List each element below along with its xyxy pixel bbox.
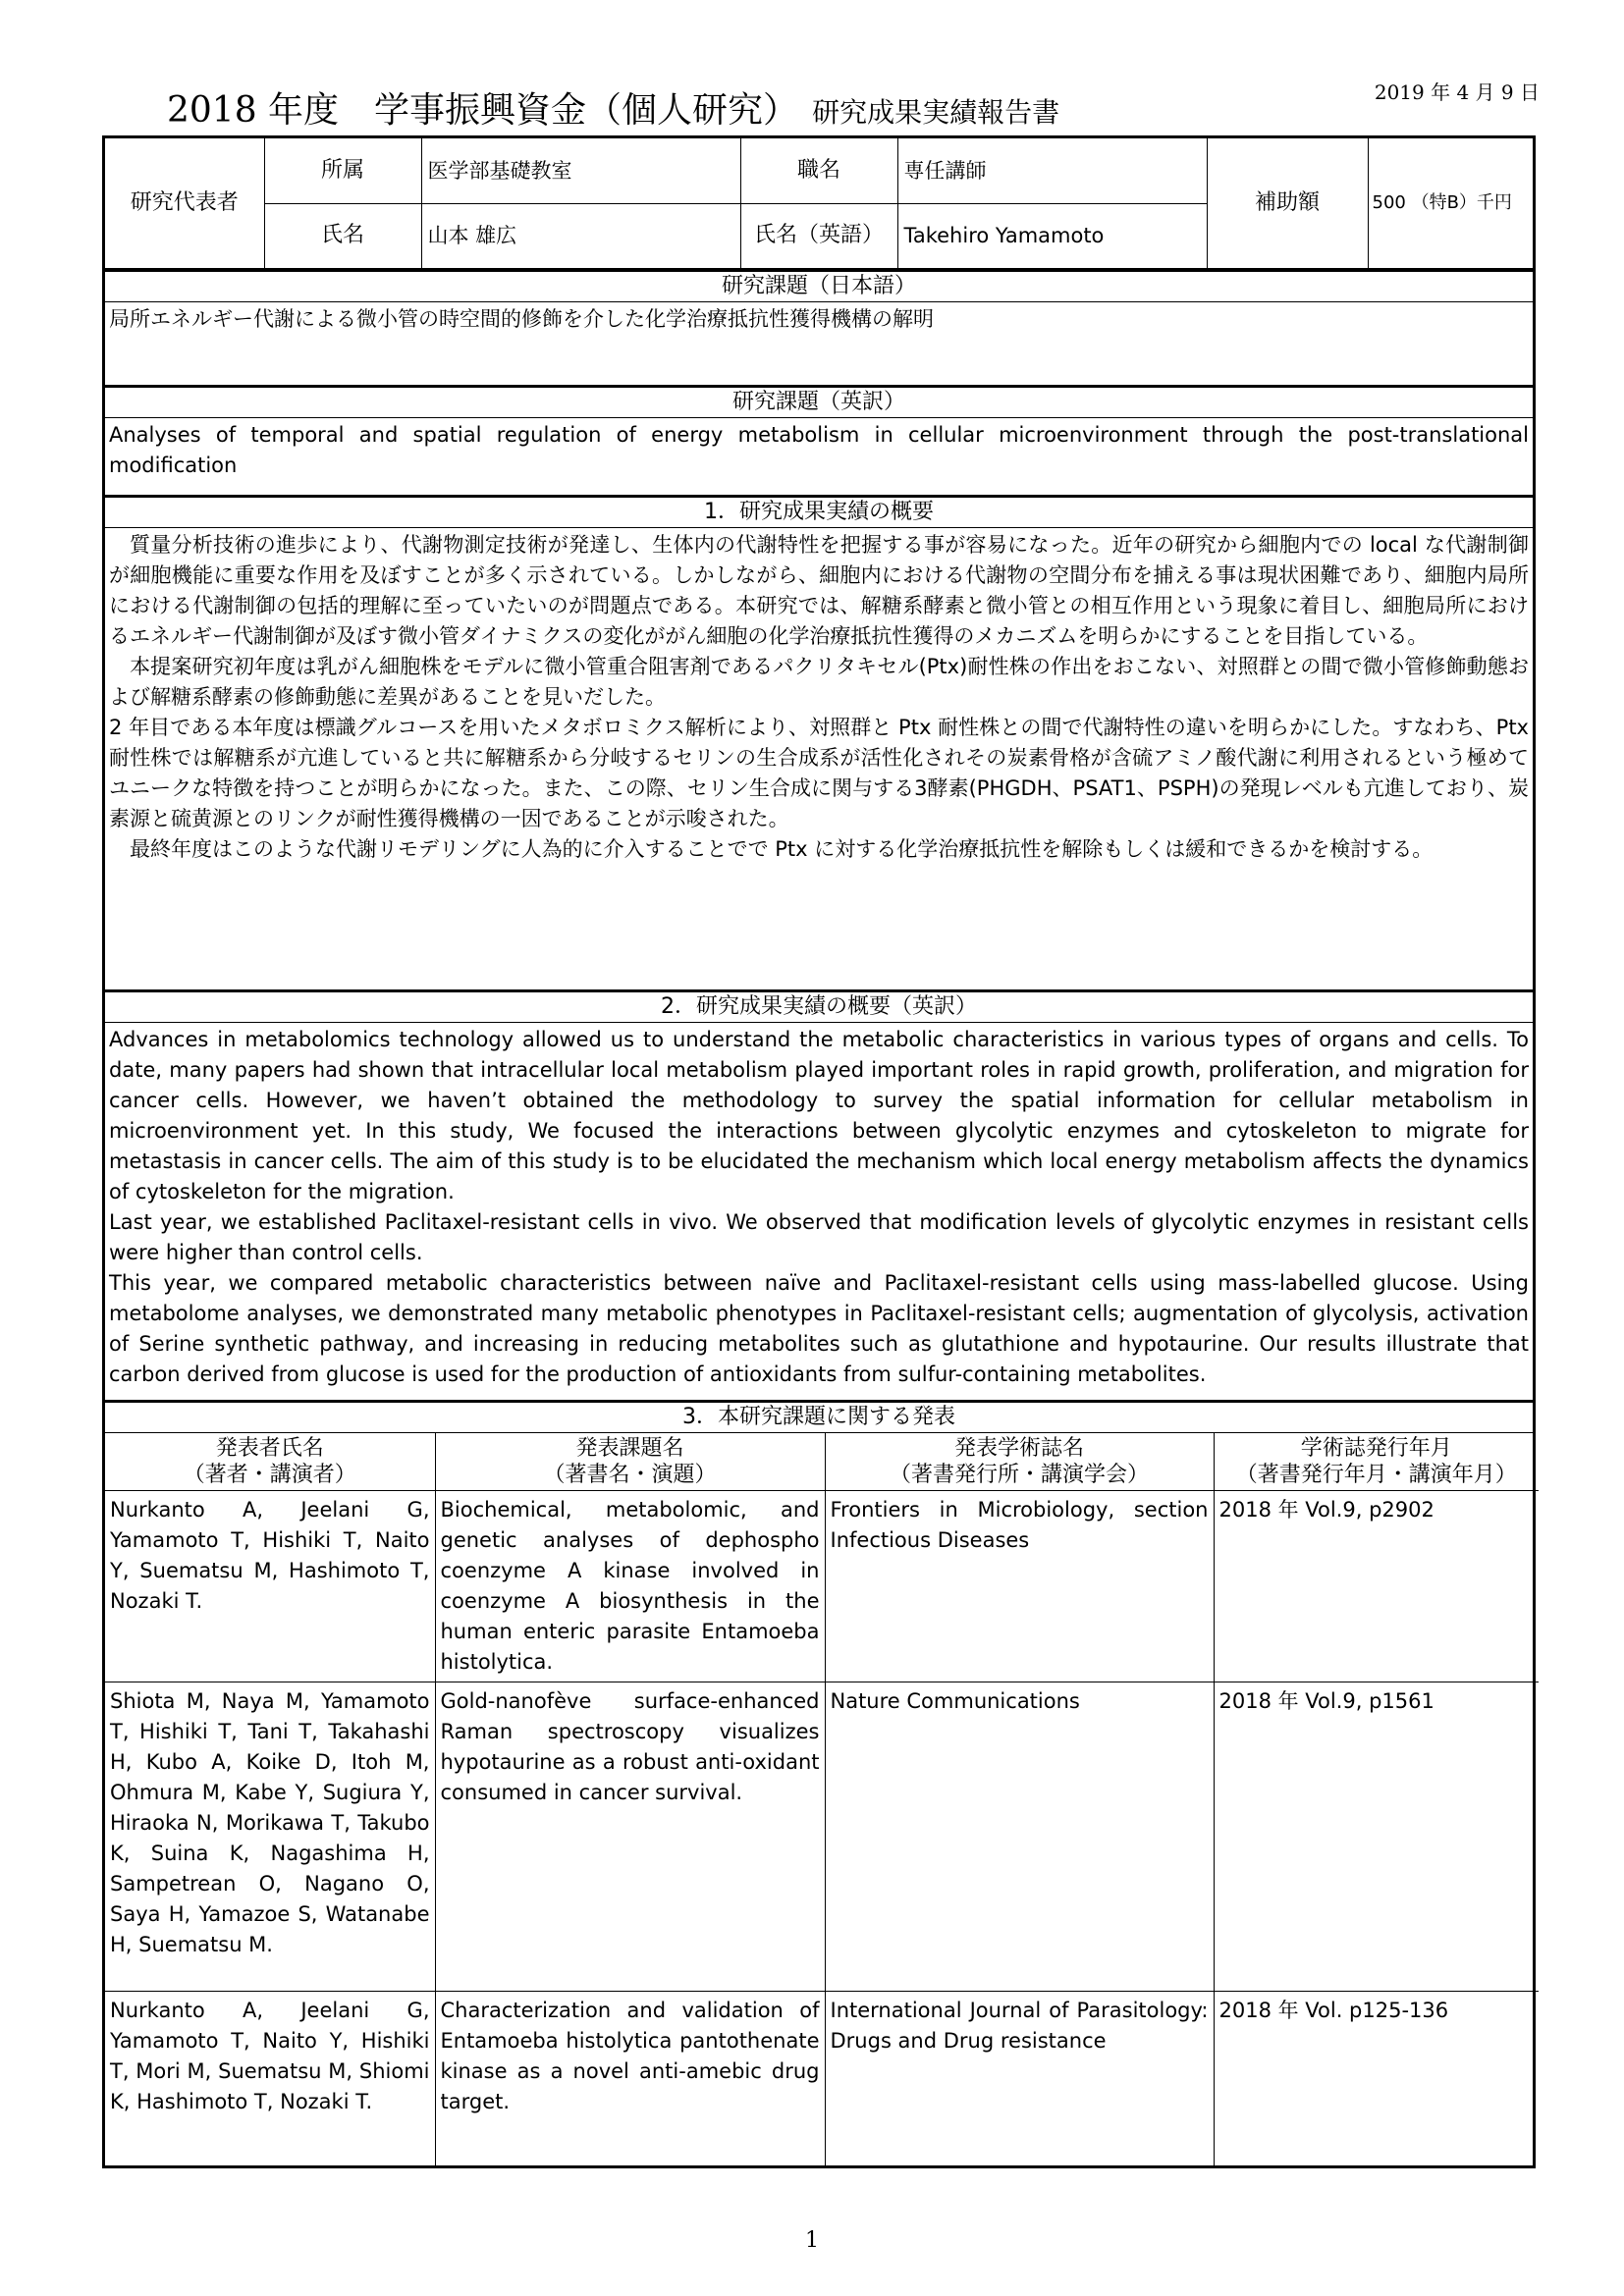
pub-date: 2018 年 Vol.9, p1561 <box>1214 1682 1539 1991</box>
pub-authors: Shiota M, Naya M, Yamamoto T, Hishiki T, Tani T, Takahashi H, Kubo A, Koike D, Itoh M, Ohmura M, Kabe Y, Sugiura Y, Hiraoka N, Morikawa T, Takubo K, Suina K, Nagashima H, Sampetrean O, Nagano O, Saya H, Yamazoe S, Watanabe H, Suematsu M. <box>105 1682 435 1991</box>
pub-authors: Nurkanto A, Jeelani G, Yamamoto T, Naito Y, Hishiki T, Mori M, Suematsu M, Shiomi K, Hashimoto T, Nozaki T. <box>105 1991 435 2165</box>
name-en-label: 氏名（英語） <box>740 203 897 268</box>
col-date-header-line2: （著書発行年月・講演年月） <box>1235 1462 1517 1487</box>
table-row <box>105 1682 1539 1991</box>
table-row <box>105 1490 1539 1682</box>
publications-table <box>105 1433 1539 2166</box>
col-date-header <box>1214 1433 1539 1491</box>
col-title-header <box>435 1433 825 1491</box>
affiliation-value: 医学部基礎教室 <box>421 138 740 203</box>
report-form <box>102 135 1536 2168</box>
col-journal-header <box>825 1433 1214 1491</box>
title-main: 2018 年度 学事振興資金（個人研究） <box>167 90 799 131</box>
report-date: 2019 年 4 月 9 日 <box>1374 80 1540 104</box>
topic-en-section <box>105 385 1533 495</box>
representative-label: 研究代表者 <box>105 138 264 268</box>
col-authors-header-line2: （著者・講演者） <box>183 1462 356 1487</box>
pub-journal: Nature Communications <box>825 1682 1214 1991</box>
summary-jp-body <box>105 528 1533 989</box>
col-journal-header-line1: 発表学術誌名 <box>953 1435 1084 1461</box>
topic-jp-section <box>105 269 1533 385</box>
col-authors-header <box>105 1433 435 1491</box>
summary-jp-paragraph-3: 2 年目である本年度は標識グルコースを用いたメタボロミクス解析により、対照群と Ptx 耐性株との間で代謝特性の違いを明らかにした。すなわち、Ptx 耐性株では解糖系が亢進していると共に解糖系から分岐するセリンの生合成系が活性化されその炭素骨格が含硫アミノ酸代謝に利用されるという極めてユニークな特徴を持つことが明らかになった。また、この際、セリン生合成に関与する3酵素(PHGDH、PSAT1、PSPH)の発現レベルも亢進しており、炭素源と硫黄源とのリンクが耐性獲得機構の一因であることが示唆された。 <box>109 715 1529 830</box>
summary-en-paragraph-3: This year, we compared metabolic characteristics between naïve and Paclitaxel-resistant cells using mass-labelled glucose. Using metabolome analyses, we demonstrated many metabolic phenotypes in Paclitaxel-resistant cells; augmentation of glycolysis, activation of Serine synthetic pathway, and increasing in reducing metabolites such as glutathione and hypotaurine. Our results illustrate that carbon derived from glucose is used for the production of antioxidants from sulfur-containing metabolites. <box>109 1270 1529 1386</box>
col-journal-header-line2: （著書発行所・講演学会） <box>889 1462 1149 1487</box>
name-label: 氏名 <box>264 203 421 268</box>
researcher-info-table <box>105 138 1533 269</box>
pub-journal: Frontiers in Microbiology, section Infectious Diseases <box>825 1490 1214 1682</box>
grant-value: 500 （特B）千円 <box>1368 138 1533 268</box>
publications-heading: 3．本研究課題に関する発表 <box>105 1403 1533 1433</box>
page-number: 1 <box>805 2228 819 2253</box>
summary-jp-paragraph-2: 本提案研究初年度は乳がん細胞株をモデルに微小管重合阻害剤であるパクリタキセル(Ptx)耐性株の作出をおこない、対照群との間で微小管修飾動態および解糖系酵素の修飾動態に差異があることを見いだした。 <box>109 654 1529 709</box>
summary-jp-section <box>105 495 1533 989</box>
position-value: 専任講師 <box>897 138 1207 203</box>
pub-title: Biochemical, metabolomic, and genetic analyses of dephospho coenzyme A kinase involved in coenzyme A biosynthesis in the human enteric parasite Entamoeba histolytica. <box>435 1490 825 1682</box>
page-title <box>167 82 1059 133</box>
summary-jp-heading: 1．研究成果実績の概要 <box>105 498 1533 528</box>
summary-en-heading: 2．研究成果実績の概要（英訳） <box>105 992 1533 1023</box>
topic-en-heading: 研究課題（英訳） <box>105 388 1533 418</box>
summary-en-section <box>105 989 1533 1400</box>
pub-date: 2018 年 Vol.9, p2902 <box>1214 1490 1539 1682</box>
name-value: 山本 雄広 <box>421 203 740 268</box>
grant-label: 補助額 <box>1207 138 1368 268</box>
topic-jp-text: 局所エネルギー代謝による微小管の時空間的修飾を介した化学治療抵抗性獲得機構の解明 <box>109 306 934 331</box>
name-en-value: Takehiro Yamamoto <box>897 203 1207 268</box>
topic-jp-heading: 研究課題（日本語） <box>105 272 1533 302</box>
pub-date: 2018 年 Vol. p125-136 <box>1214 1991 1539 2165</box>
pub-title: Gold-nanofève surface-enhanced Raman spectroscopy visualizes hypotaurine as a robust anti-oxidant consumed in cancer survival. <box>435 1682 825 1991</box>
publications-section <box>105 1400 1533 2166</box>
col-authors-header-line1: 発表者氏名 <box>215 1435 324 1461</box>
summary-en-paragraph-2: Last year, we established Paclitaxel-resistant cells in vivo. We observed that modification levels of glycolytic enzymes in resistant cells were higher than control cells. <box>109 1209 1529 1264</box>
pub-journal: International Journal of Parasitology: Drugs and Drug resistance <box>825 1991 1214 2165</box>
col-date-header-line1: 学術誌発行年月 <box>1300 1435 1452 1461</box>
topic-en-text: Analyses of temporal and spatial regulation of energy metabolism in cellular microenvironment through the post-translational modification <box>109 422 1529 477</box>
table-row <box>105 1991 1539 2165</box>
title-sub: 研究成果実績報告書 <box>812 96 1060 129</box>
pub-title: Characterization and validation of Entamoeba histolytica pantothenate kinase as a novel anti-amebic drug target. <box>435 1991 825 2165</box>
pub-authors: Nurkanto A, Jeelani G, Yamamoto T, Hishiki T, Naito Y, Suematsu M, Hashimoto T, Nozaki T. <box>105 1490 435 1682</box>
summary-en-paragraph-1: Advances in metabolomics technology allowed us to understand the metabolic characteristics in various types of organs and cells. To date, many papers had shown that intracellular local metabolism played important roles in rapid growth, proliferation, and migration for cancer cells. However, we haven’t obtained the methodology to survey the spatial information for cellular metabolism in microenvironment yet. In this study, We focused the interactions between glycolytic enzymes and cytoskeleton to migrate for metastasis in cancer cells. The aim of this study is to be elucidated the mechanism which local energy metabolism affects the dynamics of cytoskeleton for the migration. <box>109 1027 1529 1203</box>
summary-jp-paragraph-1: 質量分析技術の進歩により、代謝物測定技術が発達し、生体内の代謝特性を把握する事が容易になった。近年の研究から細胞内での local な代謝制御が細胞機能に重要な作用を及ぼすことが多く示されている。しかしながら、細胞内における代謝物の空間分布を捕える事は現状困難であり、細胞内局所における代謝制御の包括的理解に至っていたいのが問題点である。本研究では、解糖系酵素と微小管との相互作用という現象に着目し、細胞局所におけるエネルギー代謝制御が及ぼす微小管ダイナミクスの変化ががん細胞の化学治療抵抗性獲得のメカニズムを明らかにすることを目指している。 <box>109 532 1529 648</box>
affiliation-label: 所属 <box>264 138 421 203</box>
position-label: 職名 <box>740 138 897 203</box>
publications-header-row <box>105 1433 1539 1491</box>
col-title-header-line2: （著書名・演題） <box>543 1462 717 1487</box>
col-title-header-line1: 発表課題名 <box>575 1435 684 1461</box>
summary-en-body <box>105 1023 1533 1400</box>
summary-jp-paragraph-4: 最終年度はこのような代謝リモデリングに人為的に介入することでで Ptx に対する化学治療抵抗性を解除もしくは緩和できるかを検討する。 <box>130 836 1434 861</box>
